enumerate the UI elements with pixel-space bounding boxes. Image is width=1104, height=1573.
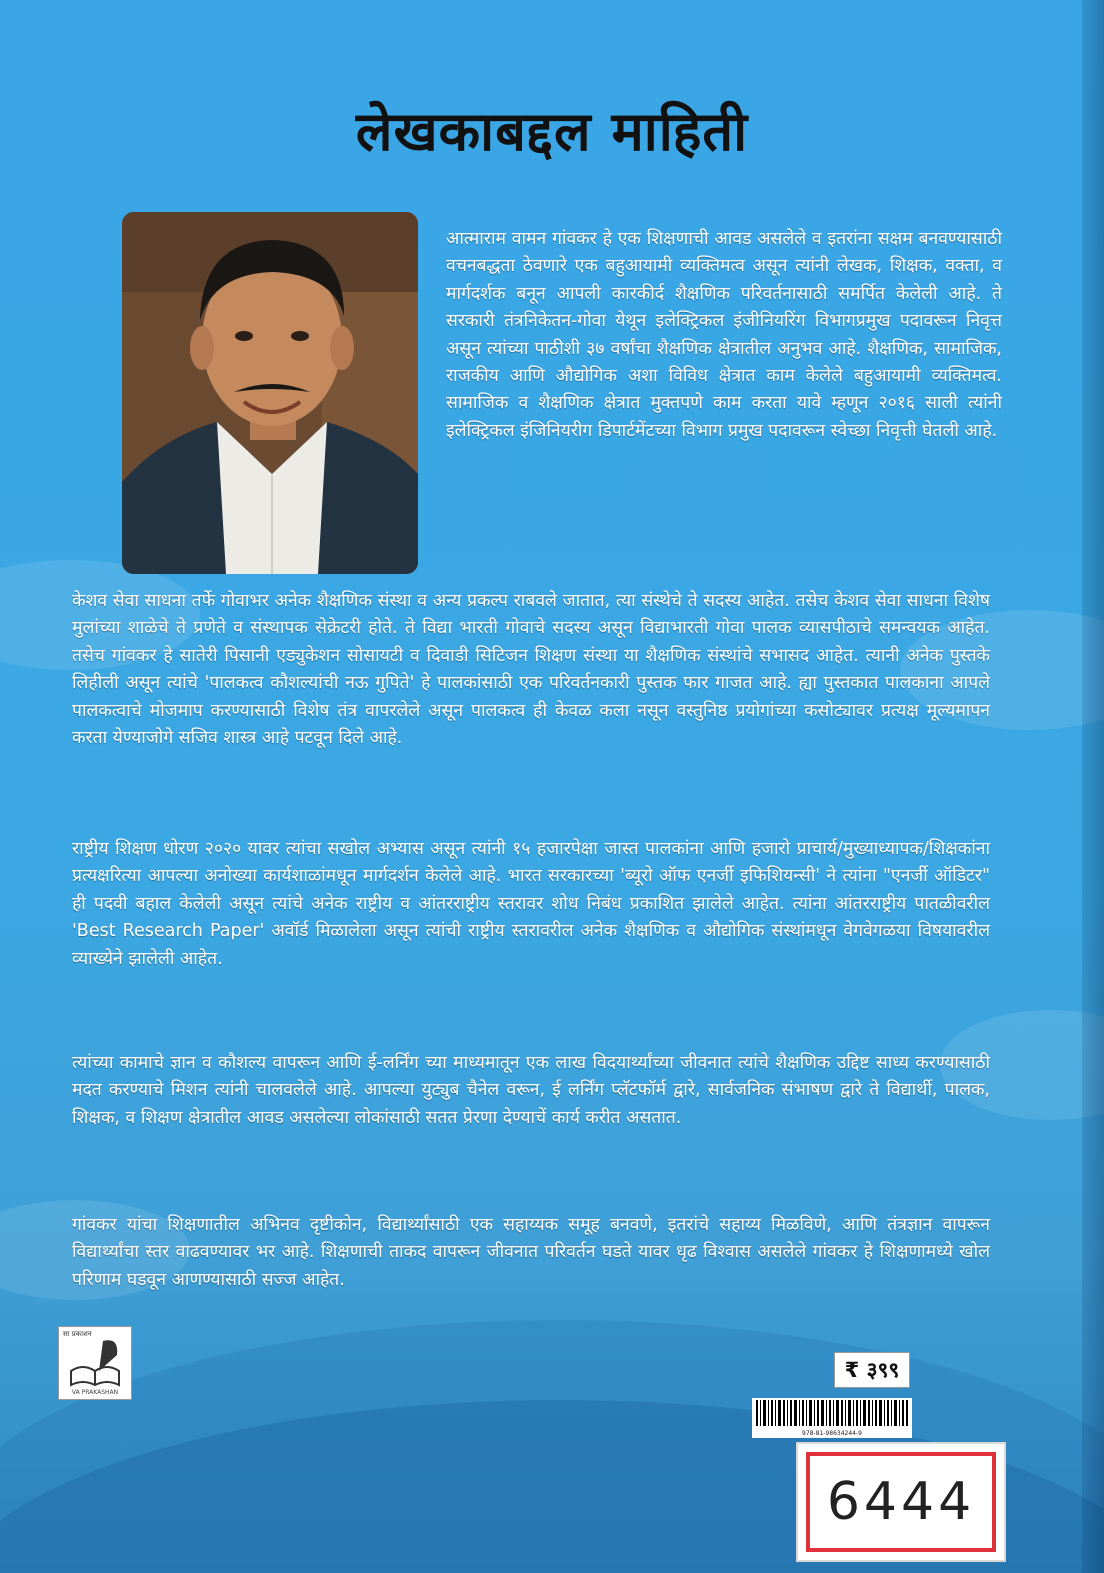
bio-paragraph: त्यांच्या कामाचे ज्ञान व कौशल्य वापरून आणि ई-लर्निंग च्या माध्यमातून एक लाख विदयार्थ्यांच्या जीवनात त्यांचे शैक्षणिक उद्दिष्ट साध्य करण्यासाठी मदत करण्याचे मिशन त्यांनी चालवलेले आहे. आपल्या युट्युब चैनेल वरून, ई लर्निंग प्लॅटफॉर्म द्वारे, सार्वजनिक संभाषण द्वारे ते विद्यार्थी, पालक, शिक्षक, व शिक्षण क्षेत्रातील आवड असलेल्या लोकांसाठी सतत प्रेरणा देण्याचें कार्य करीत असतात. (72, 1053, 990, 1128)
bio-paragraph: केशव सेवा साधना तर्फे गोवाभर अनेक शैक्षणिक संस्था व अन्य प्रकल्प राबवले जातात, त्या संस्थेचे ते सदस्य आहेत. तसेच केशव सेवा साधना विशेष मुलांच्या शाळेचे ते प्रणेते व संस्थापक सेक्रेटरी होते. ते विद्या भारती गोवाचे सदस्य असून विद्याभारती गोवा पालक व्यासपीठाचे समन्वयक आहेत. तसेच गांवकर हे सातेरी पिसानी एड्युकेशन सोसायटी व दिवाडी सिटिजन शिक्षण संस्था या शैक्षणिक संस्थांचे सभासद आहेत. त्यानी अनेक पुस्तके लिहीली असून त्यांचे 'पालकत्व कौशल्यांची नऊ गुपिते' हे पालकांसाठी एक परिवर्तनकारी पुस्तक फार गाजत आहे. ह्या पुस्तकात पालकाना आपले पालकत्वाचे मोजमाप करण्यासाठी विशेष तंत्र वापरलेले असून पालकत्व ही केवळ कला नसून वस्तुनिष्ठ प्रयोगांच्या कसोट्यावर प्रत्यक्ष मूल्यमापन करता येण्याजोगे सजिव शास्त्र आहे पटवून दिले आहे. (72, 591, 990, 749)
price-tag: ₹ ३९९ (834, 1352, 910, 1388)
spine-shadow (1082, 0, 1104, 1573)
publisher-logo (58, 1326, 132, 1400)
publisher-logo-top-text: सा प्रकाशन (63, 1330, 92, 1338)
author-photo (122, 212, 418, 574)
author-bio-intro: आत्माराम वामन गांवकर हे एक शिक्षणाची आवड असलेले व इतरांना सक्षम बनवण्यासाठी वचनबद्धता ठेवणारे एक बहुआयामी व्यक्तिमत्व असून त्यांनी लेखक, शिक्षक, वक्ता, व मार्गदर्शक बनून आपली कारकीर्द शैक्षणिक परिवर्तनासाठी समर्पित केलेली आहे. ते सरकारी तंत्रनिकेतन-गोवा येथून इलेक्ट्रिकल इंजीनियरिंग विभागप्रमुख पदावरून निवृत्त असून त्यांच्या पाठीशी ३७ वर्षांचा शैक्षणिक क्षेत्रातील अनुभव आहे. शैक्षणिक, सामाजिक, राजकीय आणि औद्योगिक अशा विविध क्षेत्रात काम केलेले बहुआयामी व्यक्तिमत्व. सामाजिक व शैक्षणिक क्षेत्रात मुक्तपणे काम करता यावे म्हणून २०१६ साली त्यांनी इलेक्ट्रिकल इंजिनियरीग डिपार्टमेंटच्या विभाग प्रमुख पदावरून स्वेच्छा निवृत्ती घेतली आहे. (446, 229, 1002, 441)
publisher-name: VA PRAKASHAN (71, 1389, 119, 1396)
page-title: लेखकाबद्दल माहिती (355, 100, 749, 163)
stamp-number: 6444 (826, 1472, 976, 1532)
barcode-number: 978-81-98634244-9 (802, 1430, 862, 1437)
barcode-bars-icon (752, 1398, 912, 1428)
bio-paragraph: गांवकर यांचा शिक्षणातील अभिनव दृष्टीकोन, विद्यार्थ्यांसाठी एक सहाय्यक समूह बनवणे, इतरांचे सहाय्य मिळविणे, आणि तंत्रज्ञान वापरून विद्यार्थ्यांचा स्तर वाढवण्यावर भर आहे. शिक्षणाची ताकद वापरून जीवनात परिवर्तन घडते यावर धृढ विश्वास असलेले गांवकर हे शिक्षणामध्ये खोल परिणाम घडवून आणण्यासाठी सज्ज आहेत. (72, 1215, 990, 1290)
bio-paragraph: राष्ट्रीय शिक्षण धोरण २०२० यावर त्यांचा सखोल अभ्यास असून त्यांनी १५ हजारपेक्षा जास्त पालकांना आणि हजारो प्राचार्य/मुख्याध्यापक/शिक्षकांना प्रत्यक्षरित्या आपल्या अनोख्या कार्यशाळांमधून मार्गदर्शन केलेले आहे. भारत सरकारच्या 'ब्यूरो ऑफ एनर्जी इफिशियन्सी' ने त्यांना "एनर्जी ऑडिटर" ही पदवी बहाल केलेली असून त्यांचे अनेक राष्ट्रीय व आंतरराष्ट्रीय स्तरावर शोध निबंध प्रकाशित झालेले आहेत. त्यांना आंतरराष्ट्रीय पातळीवरील 'Best Research Paper' अवॉर्ड मिळालेला असून त्यांची राष्ट्रीय स्तरावरील अनेक शैक्षणिक व औद्योगिक संस्थांमधून वेगवेगळया विषयावरील व्याख्येने झालेली आहेत. (72, 839, 990, 969)
library-stamp-label (796, 1442, 1006, 1562)
isbn-barcode (752, 1398, 912, 1438)
